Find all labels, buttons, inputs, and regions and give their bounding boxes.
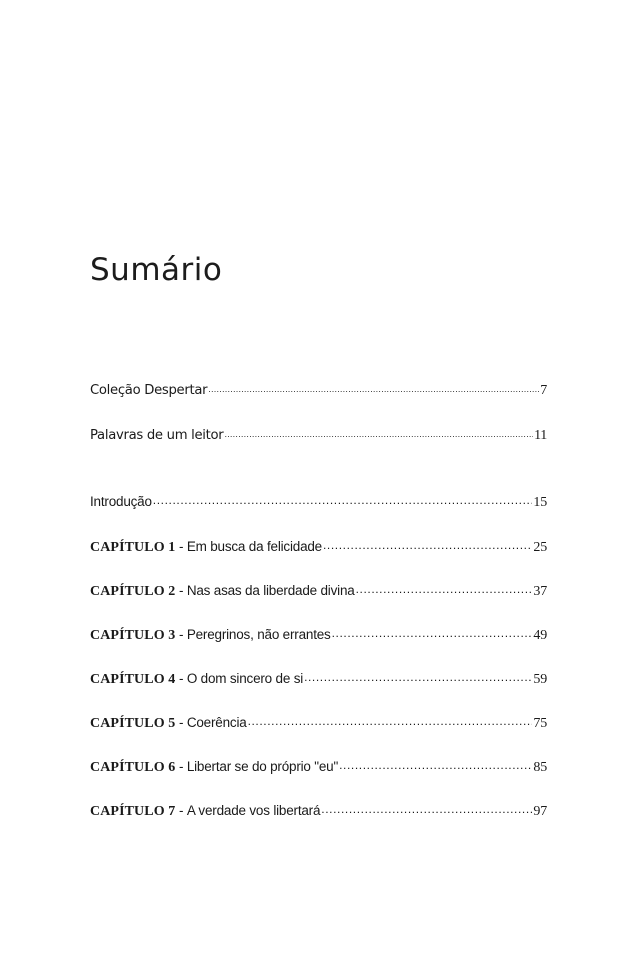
toc-entry-capitulo-7[interactable] [90, 800, 547, 822]
chapter-separator: - [175, 583, 187, 598]
dot-leader [224, 425, 533, 439]
chapter-title: A verdade vos libertará [186, 803, 321, 818]
chapter-number: CAPÍTULO 6 [90, 760, 176, 775]
toc-page-number: 37 [533, 584, 547, 599]
toc-entry-label: Coleção Despertar [90, 383, 208, 398]
toc-entry-palavras-de-um-leitor[interactable] [90, 425, 547, 447]
chapter-separator: - [175, 715, 187, 730]
chapter-title: Libertar se do próprio "eu" [186, 759, 339, 774]
toc-page-number: 75 [533, 716, 547, 731]
toc-page-number: 59 [533, 672, 547, 687]
chapter-number: CAPÍTULO 4 [90, 672, 176, 687]
toc-page-number: 15 [533, 495, 547, 510]
chapter-number: CAPÍTULO 1 [90, 540, 176, 555]
chapter-separator: - [175, 803, 187, 818]
chapter-title: Peregrinos, não errantes [186, 627, 331, 642]
dot-leader [323, 537, 532, 551]
dot-leader [321, 801, 532, 815]
chapter-title: Coerência [186, 715, 247, 730]
toc-entry-capitulo-5[interactable] [90, 712, 547, 734]
toc-page-number: 97 [533, 804, 547, 819]
dot-leader [208, 380, 539, 394]
chapter-separator: - [175, 671, 187, 686]
toc-entry-capitulo-6[interactable] [90, 756, 547, 778]
dot-leader [356, 581, 533, 595]
chapter-number: CAPÍTULO 2 [90, 584, 176, 599]
dot-leader [332, 625, 533, 639]
page-title: Sumário [90, 252, 223, 288]
chapter-title: O dom sincero de si [186, 671, 304, 686]
chapter-separator: - [175, 627, 187, 642]
toc-page-number: 25 [533, 540, 547, 555]
toc-page-number: 11 [534, 428, 547, 443]
toc-entry-label: Introdução [90, 494, 152, 509]
dot-leader [153, 492, 533, 506]
toc-entry-capitulo-2[interactable] [90, 580, 547, 602]
toc-entry-capitulo-1[interactable] [90, 536, 547, 558]
toc-page-number: 49 [533, 628, 547, 643]
dot-leader [304, 669, 532, 683]
chapter-separator: - [175, 759, 187, 774]
toc-page-number: 7 [540, 383, 547, 398]
toc-entry-colecao-despertar[interactable] [90, 380, 547, 402]
chapter-title: Nas asas da liberdade divina [186, 583, 355, 598]
chapter-title: Em busca da felicidade [186, 539, 322, 554]
chapter-number: CAPÍTULO 7 [90, 804, 176, 819]
toc-entry-label: Palavras de um leitor [90, 428, 224, 443]
dot-leader [339, 757, 532, 771]
toc-entry-capitulo-4[interactable] [90, 668, 547, 690]
chapter-number: CAPÍTULO 5 [90, 716, 176, 731]
chapter-number: CAPÍTULO 3 [90, 628, 176, 643]
toc-entry-capitulo-3[interactable] [90, 624, 547, 646]
toc-entry-introducao[interactable] [90, 491, 547, 513]
toc-page-number: 85 [533, 760, 547, 775]
chapter-separator: - [175, 539, 187, 554]
dot-leader [248, 713, 533, 727]
